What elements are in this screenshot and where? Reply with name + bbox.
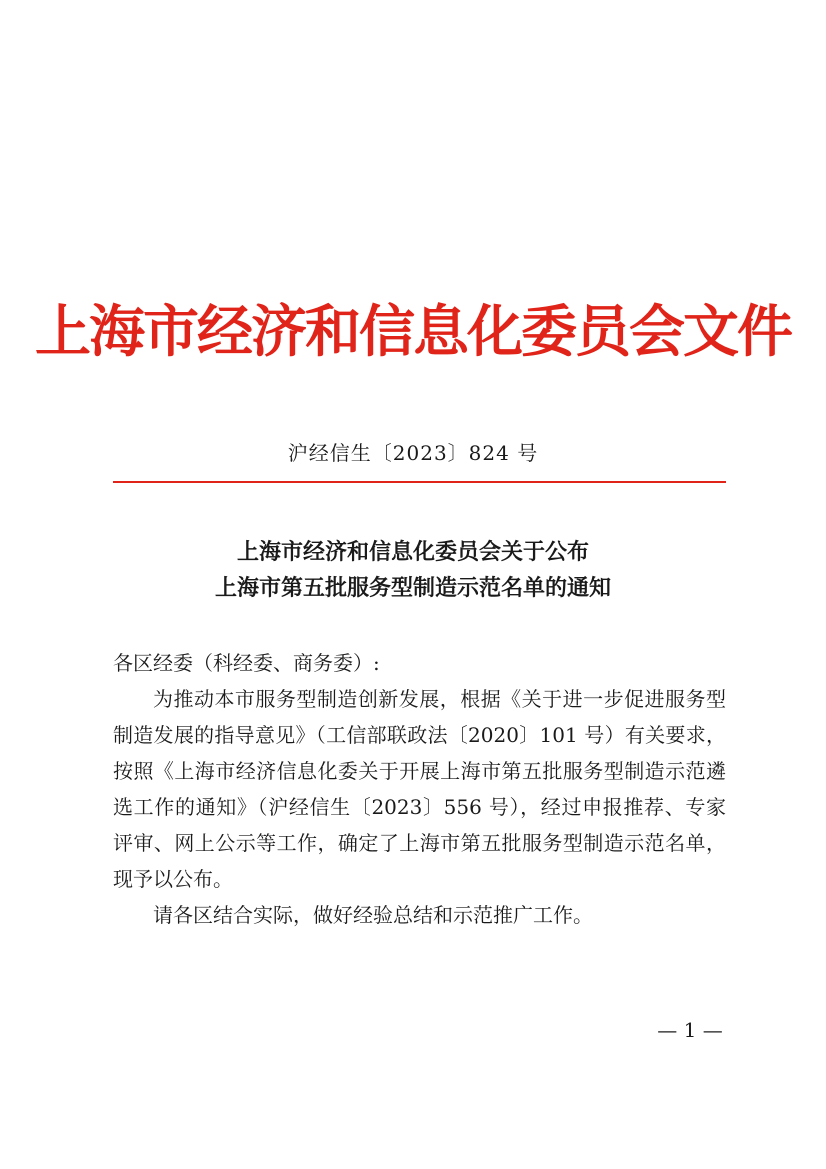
red-divider-line xyxy=(113,481,726,483)
notice-title-line-2: 上海市第五批服务型制造示范名单的通知 xyxy=(214,575,611,601)
notice-title xyxy=(0,534,826,606)
notice-body xyxy=(113,681,726,933)
body-paragraph-1: 为推动本市服务型制造创新发展，根据《关于进一步促进服务型制造发展的指导意见》（工信部联政法〔2020〕101 号）有关要求，按照《上海市经济信息化委关于开展上海市第五批服务型制造示范遴选工作的通知》（沪经信生〔2023〕556 号），经过申报推荐、专家评审、网上公示等工作，确定了上海市第五批服务型制造示范名单，现予以公布。 xyxy=(113,687,726,891)
page-number: — 1 — xyxy=(657,1018,723,1042)
document-number: 沪经信生〔2023〕824 号 xyxy=(287,441,539,465)
body-paragraph-2: 请各区结合实际，做好经验总结和示范推广工作。 xyxy=(153,903,593,927)
document-masthead: 上海市经济和信息化委员会文件 xyxy=(35,299,791,365)
salutation: 各区经委（科经委、商务委）: xyxy=(113,651,380,675)
notice-title-line-1: 上海市经济和信息化委员会关于公布 xyxy=(236,539,589,565)
